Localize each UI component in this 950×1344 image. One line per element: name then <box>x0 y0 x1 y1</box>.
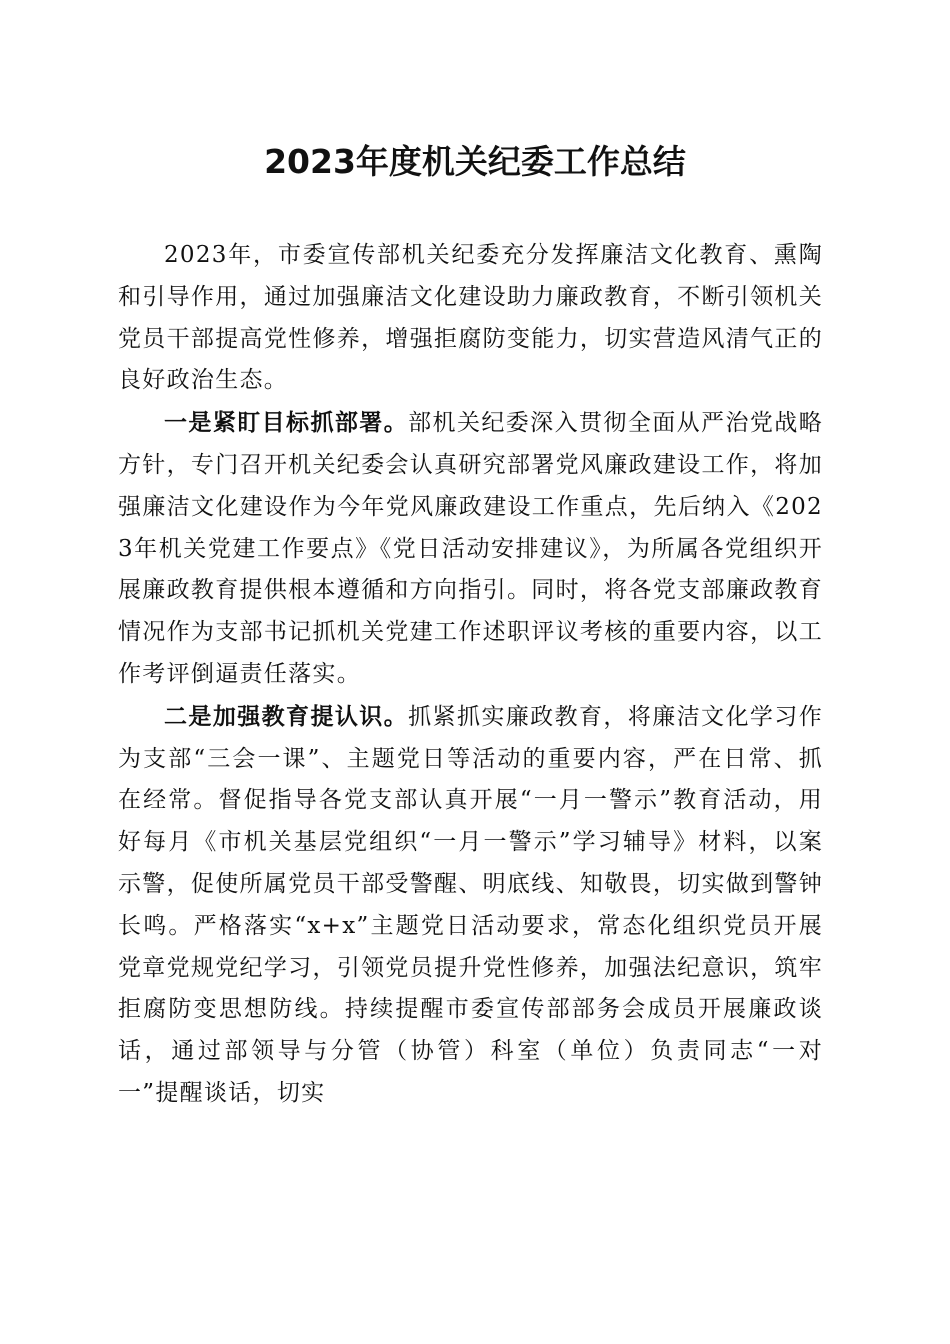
paragraph-deployment <box>118 402 823 696</box>
document-title: 2023年度机关纪委工作总结 <box>264 142 686 181</box>
paragraph-lead: 一是紧盯目标抓部署。 <box>164 409 409 437</box>
paragraph-education <box>118 696 823 1115</box>
paragraph-intro <box>118 234 823 402</box>
paragraph-lead: 二是加强教育提认识。 <box>164 702 409 730</box>
paragraph-text: 2023年，市委宣传部机关纪委充分发挥廉洁文化教育、熏陶和引导作用，通过加强廉洁文化建设助力廉政教育，不断引领机关党员干部提高党性修养，增强拒腐防变能力，切实营造风清气正的良好政治生态。 <box>118 242 823 394</box>
document-body <box>118 234 823 1115</box>
paragraph-text: 抓紧抓实廉政教育，将廉洁文化学习作为支部“三会一课”、主题党日等活动的重要内容，严在日常、抓在经常。督促指导各党支部认真开展“一月一警示”教育活动，用好每月《市机关基层党组织“一月一警示”学习辅导》材料，以案示警，促使所属党员干部受警醒、明底线、知敬畏，切实做到警钟长鸣。严格落实“x+x”主题党日活动要求，常态化组织党员开展党章党规党纪学习，引领党员提升党性修养，加强法纪意识，筑牢拒腐防变思想防线。持续提醒市委宣传部部务会成员开展廉政谈话，通过部领导与分管（协管）科室（单位）负责同志“一对一”提醒谈话，切实 <box>118 703 824 1106</box>
paragraph-text: 部机关纪委深入贯彻全面从严治党战略方针，专门召开机关纪委会认真研究部署党风廉政建设工作，将加强廉洁文化建设作为今年党风廉政建设工作重点，先后纳入《2023年机关党建工作要点》《党日活动安排建议》，为所属各党组织开展廉政教育提供根本遵循和方向指引。同时，将各党支部廉政教育情况作为支部书记抓机关党建工作述职评议考核的重要内容，以工作考评倒逼责任落实。 <box>118 410 824 687</box>
